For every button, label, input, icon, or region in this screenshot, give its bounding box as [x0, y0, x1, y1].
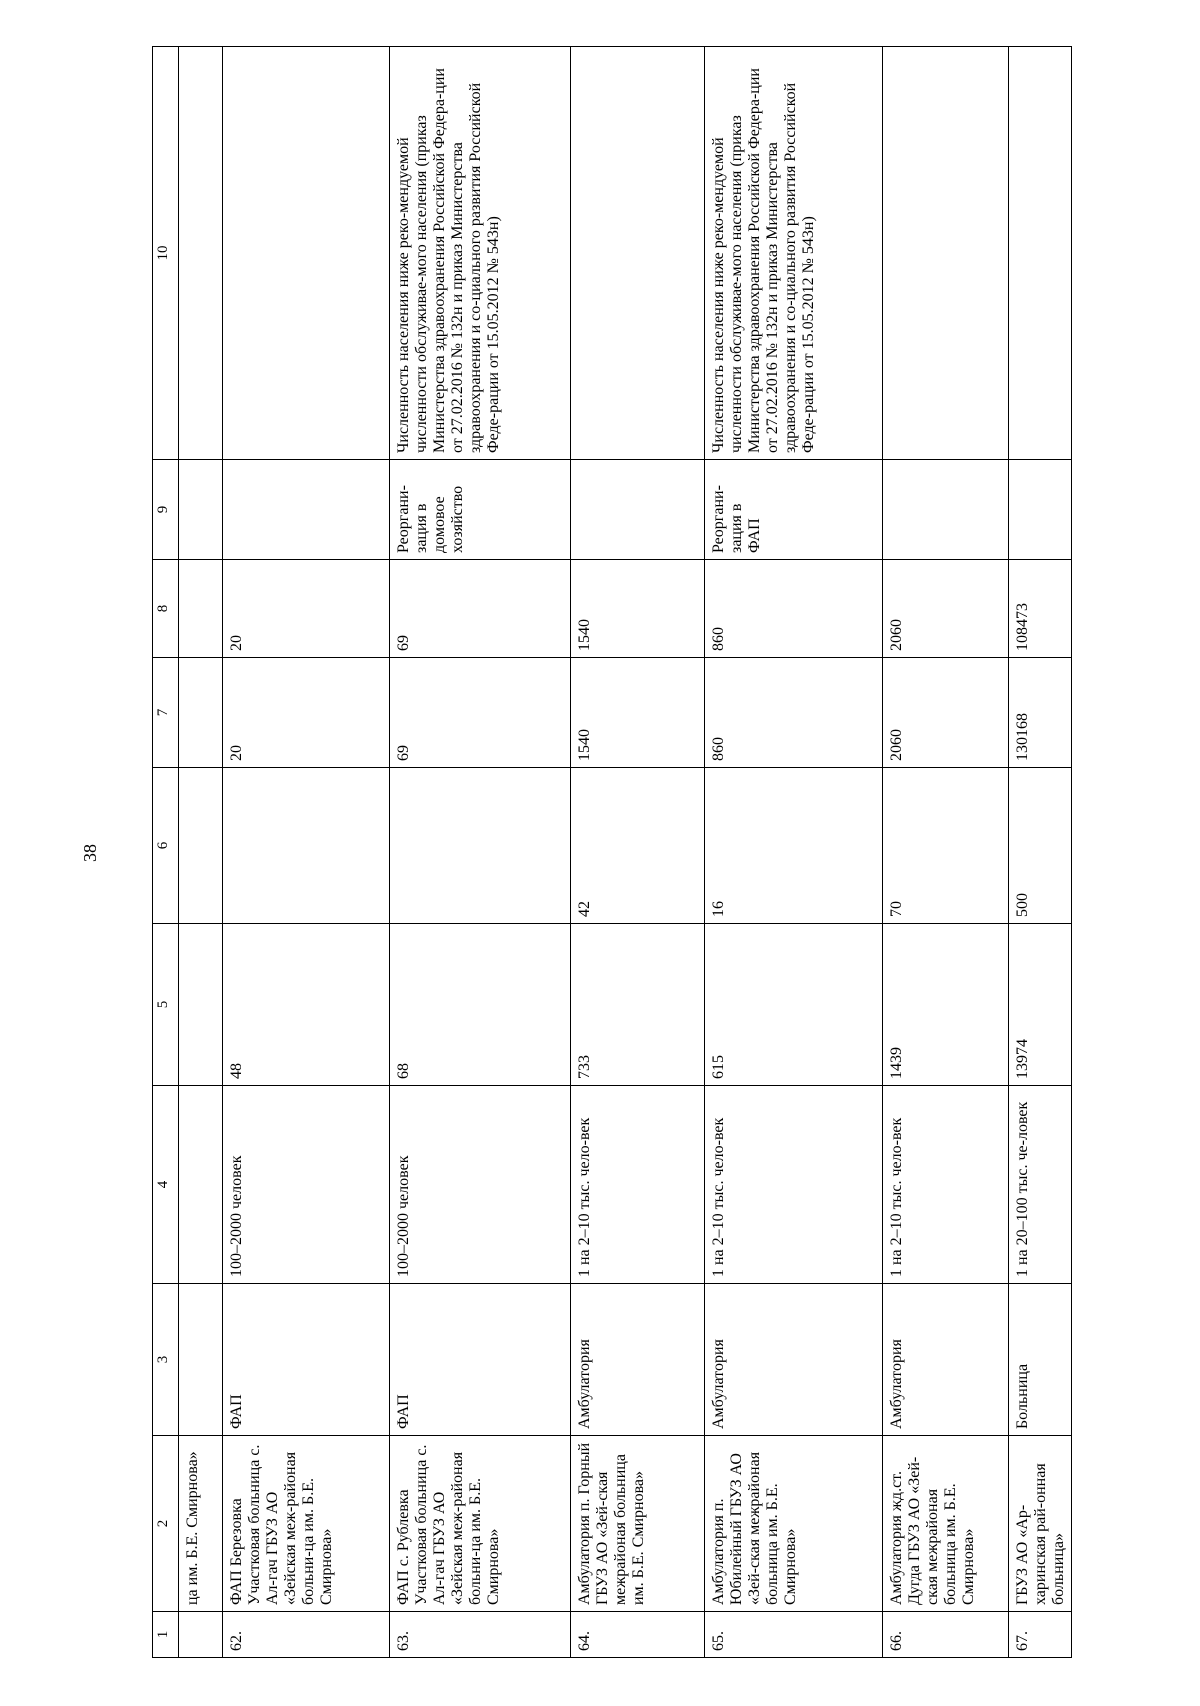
justification: [223, 47, 390, 460]
value-col6: 70: [883, 768, 1009, 924]
header-cell: 4: [153, 1086, 179, 1284]
row-number: 66.: [883, 1612, 1009, 1658]
value-col8: 69: [390, 560, 571, 658]
facility-name: Амбулатория п. Юбилейный ГБУЗ АО «Зей-ская межрайоная больница им. Б.Е. Смирнова»: [705, 1436, 883, 1612]
action: [223, 460, 390, 560]
value-col5: 733: [571, 924, 705, 1086]
header-cell: 7: [153, 658, 179, 768]
value-col7: 2060: [883, 658, 1009, 768]
facility-type: Амбулатория: [705, 1284, 883, 1436]
facility-name: ГБУЗ АО «Ар-харинская рай-онная больница»: [1009, 1436, 1072, 1612]
table-row: [390, 47, 571, 1658]
value-col6: 500: [1009, 768, 1072, 924]
value-col8: 1540: [571, 560, 705, 658]
norm: 1 на 20–100 тыс. че-ловек: [1009, 1086, 1072, 1284]
facility-type: Амбулатория: [883, 1284, 1009, 1436]
justification: [571, 47, 705, 460]
justification: Численность населения ниже реко-мендуемой численности обслуживае-мого населения (приказ Министерства здравоохранения Российской Федера-ции от 27.02.2016 № 132н и приказ Министерства здравоохранения и со-циального развития Российской Феде-рации от 15.05.2012 № 543н): [390, 47, 571, 460]
table-cell: [179, 924, 223, 1086]
value-col8: 2060: [883, 560, 1009, 658]
table-cell: [179, 658, 223, 768]
table-cell: [179, 1284, 223, 1436]
table-row: [571, 47, 705, 1658]
row-number: 67.: [1009, 1612, 1072, 1658]
value-col6: [390, 768, 571, 924]
facility-type: ФАП: [223, 1284, 390, 1436]
header-cell: 1: [153, 1612, 179, 1658]
header-cell: 8: [153, 560, 179, 658]
facilities-table: [152, 46, 1072, 1658]
header-cell: 5: [153, 924, 179, 1086]
value-col5: 1439: [883, 924, 1009, 1086]
value-col5: 48: [223, 924, 390, 1086]
header-cell: 3: [153, 1284, 179, 1436]
value-col6: 16: [705, 768, 883, 924]
justification: Численность населения ниже реко-мендуемой численности обслуживае-мого населения (приказ Министерства здравоохранения Российской Федера-ции от 27.02.2016 № 132н и приказ Министерства здравоохранения и со-циального развития Российской Феде-рации от 15.05.2012 № 543н): [705, 47, 883, 460]
table-row: [883, 47, 1009, 1658]
row-number: 63.: [390, 1612, 571, 1658]
header-cell: 2: [153, 1436, 179, 1612]
value-col5: 615: [705, 924, 883, 1086]
action: [1009, 460, 1072, 560]
value-col8: 108473: [1009, 560, 1072, 658]
table-cell: [179, 560, 223, 658]
header-cell: 9: [153, 460, 179, 560]
facility-name: ФАП Березовка Участковая больница с. Ал-гач ГБУЗ АО «Зейская меж-районая больни-ца им. Б.Е. Смирнова»: [223, 1436, 390, 1612]
facility-type: ФАП: [390, 1284, 571, 1436]
table-row: [223, 47, 390, 1658]
value-col6: [223, 768, 390, 924]
value-col7: 1540: [571, 658, 705, 768]
table-cell: [179, 1612, 223, 1658]
value-col7: 69: [390, 658, 571, 768]
page-number: 38: [80, 844, 100, 862]
action: [883, 460, 1009, 560]
value-col7: 860: [705, 658, 883, 768]
value-col5: 68: [390, 924, 571, 1086]
value-col8: 20: [223, 560, 390, 658]
table-cell: ца им. Б.Е. Смирнова»: [179, 1436, 223, 1612]
row-number: 65.: [705, 1612, 883, 1658]
value-col7: 20: [223, 658, 390, 768]
table-cell: [179, 460, 223, 560]
norm: 100–2000 человек: [223, 1086, 390, 1284]
rotated-table-container: [152, 47, 1066, 1658]
continuation-row: [179, 47, 223, 1658]
value-col8: 860: [705, 560, 883, 658]
table-cell: [179, 1086, 223, 1284]
facility-type: Амбулатория: [571, 1284, 705, 1436]
action: Реоргани-зация в домовое хозяйство: [390, 460, 571, 560]
facility-name: Амбулатория жд.ст. Дугда ГБУЗ АО «Зей-ская межрайоная больница им. Б.Е. Смирнова»: [883, 1436, 1009, 1612]
row-number: 62.: [223, 1612, 390, 1658]
table-row: [1009, 47, 1072, 1658]
value-col6: 42: [571, 768, 705, 924]
justification: [1009, 47, 1072, 460]
norm: 1 на 2–10 тыс. чело-век: [883, 1086, 1009, 1284]
table-cell: [179, 768, 223, 924]
facility-name: ФАП с. Рублевка Участковая больница с. Ал-гач ГБУЗ АО «Зейская меж-районая больни-ца им. Б.Е. Смирнова»: [390, 1436, 571, 1612]
action: [571, 460, 705, 560]
row-number: 64.: [571, 1612, 705, 1658]
norm: 1 на 2–10 тыс. чело-век: [705, 1086, 883, 1284]
norm: 100–2000 человек: [390, 1086, 571, 1284]
table-cell: [179, 47, 223, 460]
action: Реоргани-зация в ФАП: [705, 460, 883, 560]
norm: 1 на 2–10 тыс. чело-век: [571, 1086, 705, 1284]
header-cell: 6: [153, 768, 179, 924]
table-row: [705, 47, 883, 1658]
header-cell: 10: [153, 47, 179, 460]
justification: [883, 47, 1009, 460]
value-col7: 130168: [1009, 658, 1072, 768]
header-row: [153, 47, 179, 1658]
facility-name: Амбулатория п. Горный ГБУЗ АО «Зей-ская межрайоная больница им. Б.Е. Смирнова»: [571, 1436, 705, 1612]
value-col5: 13974: [1009, 924, 1072, 1086]
facility-type: Больница: [1009, 1284, 1072, 1436]
